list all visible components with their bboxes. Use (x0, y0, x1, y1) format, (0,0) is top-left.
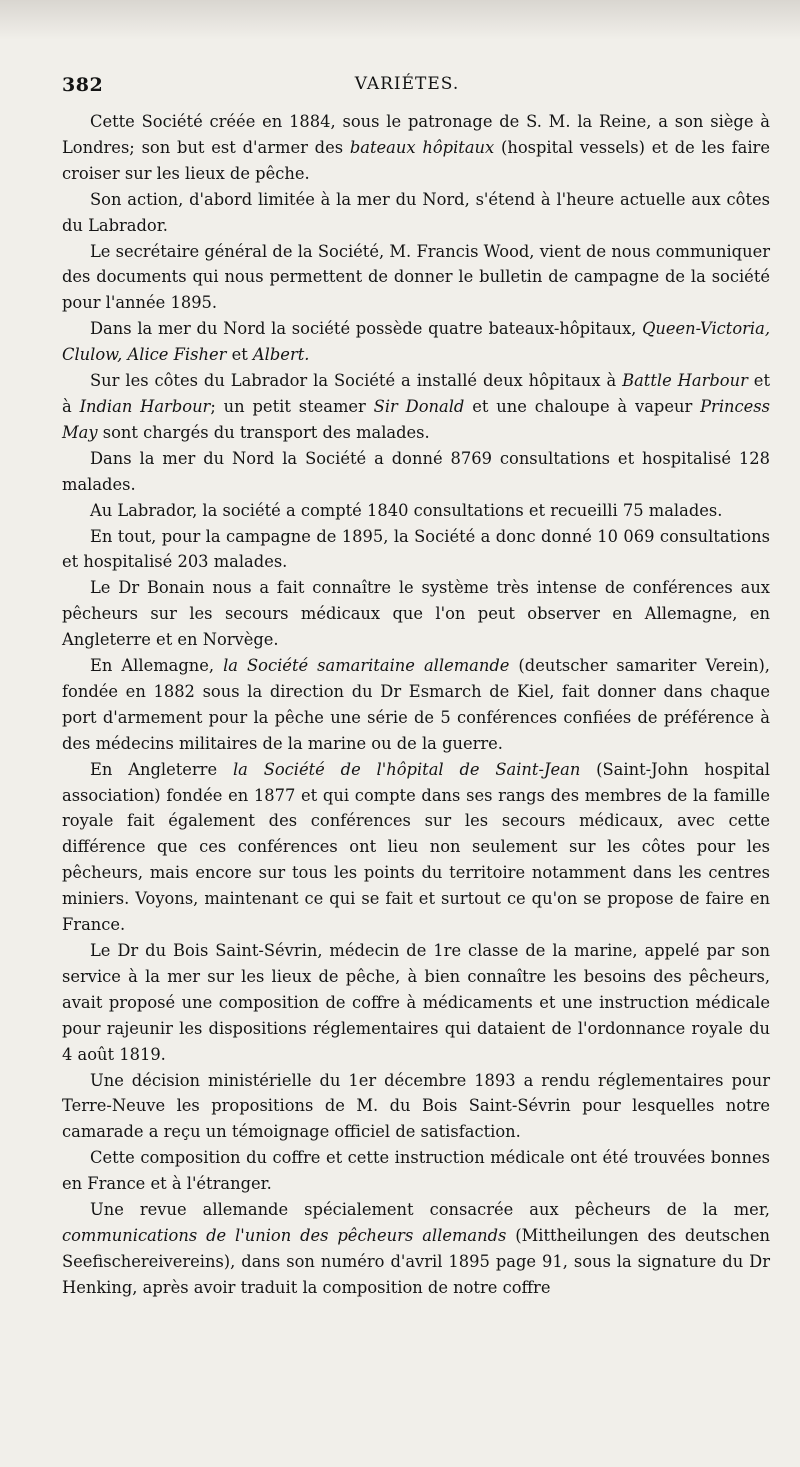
text-run: sont chargés du transport des malades. (97, 422, 430, 442)
paragraph (62, 187, 770, 239)
page-number: 382 (62, 74, 104, 96)
text-run: Dans la mer du Nord la société possède quatre bateaux-hôpitaux, (90, 319, 643, 339)
paragraph (62, 1197, 770, 1301)
text-run: (hospital vessels) et de les faire croiser sur les lieux de pêche. (62, 137, 770, 183)
paragraph (62, 575, 770, 653)
paragraph (62, 368, 770, 446)
text-run: Cette composition du coffre et cette instruction médicale ont été trouvées bonnes en France et à l'étranger. (62, 1148, 770, 1194)
italic-text: la Société samaritaine allemande (223, 656, 510, 676)
paragraph (62, 109, 770, 187)
paragraph (62, 446, 770, 498)
text-run: Une décision ministérielle du 1er décembre 1893 a rendu réglementaires pour Terre-Neuve les propositions de M. du Bois Saint-Sévrin pour lesquelles notre camarade a reçu un témoignage officiel de satisfaction. (62, 1070, 770, 1142)
page-edge-shadow (0, 0, 800, 40)
italic-text: communications de l'union des pêcheurs allemands (62, 1225, 507, 1245)
text-run: Son action, d'abord limitée à la mer du Nord, s'étend à l'heure actuelle aux côtes du Labrador. (62, 189, 770, 235)
text-run: (Saint-John hospital association) fondée en 1877 et qui compte dans ses rangs des membres de la famille royale fait également des conférences sur les secours médicaux, avec cette différence que ces conférences ont lieu non seulement sur les côtes pour les pêcheurs, mais encore sur tous les points du territoire notamment dans les centres miniers. Voyons, maintenant ce qui se fait et surtout ce qu'on se propose de faire en France. (62, 759, 770, 935)
text-run: et une chaloupe à vapeur (464, 396, 701, 416)
text-run: (deutscher samariter Verein), fondée en 1882 sous la direction du Dr Esmarch de Kiel, fait donner dans chaque port d'armement pour la pêche une série de 5 conférences confiées de préférence à des médecins militaires de la marine ou de la guerre. (62, 656, 770, 753)
paragraph (62, 524, 770, 576)
italic-text: Albert. (252, 345, 310, 365)
text-run: (Mittheilungen des deutschen Seefischereivereins), dans son numéro d'avril 1895 page 91, sous la signature du Dr Henking, après avoir traduit la composition de notre coffre (62, 1225, 770, 1297)
text-run: Dans la mer du Nord la Société a donné 8769 consultations et hospitalisé 128 malades. (62, 448, 770, 494)
text-run: En tout, pour la campagne de 1895, la Société a donc donné 10 069 consultations et hospitalisé 203 malades. (62, 526, 770, 572)
text-run: Le secrétaire général de la Société, M. Francis Wood, vient de nous communiquer des documents qui nous permettent de donner le bulletin de campagne de la société pour l'année 1895. (62, 241, 770, 313)
paragraph (62, 938, 770, 1068)
italic-text: Battle Harbour (622, 371, 748, 391)
text-run: Le Dr du Bois Saint-Sévrin, médecin de 1re classe de la marine, appelé par son service à la mer sur les lieux de pêche, à bien connaître les besoins des pêcheurs, avait proposé une composition de coffre à médicaments et une instruction médicale pour rajeunir les dispositions réglementaires qui dataient de l'ordonnance royale du 4 août 1819. (62, 941, 770, 1064)
italic-text: Princess May (62, 396, 770, 442)
paragraph (62, 316, 770, 368)
paragraph (62, 239, 770, 317)
text-run: Cette Société créée en 1884, sous le patronage de S. M. la Reine, a son siège à Londres; son but est d'armer des (62, 112, 770, 157)
paragraph (62, 757, 770, 938)
running-title: VARIÉTES. (354, 74, 460, 94)
paragraph (62, 1068, 770, 1146)
paragraph (62, 1145, 770, 1197)
italic-text: bateaux hôpitaux (349, 137, 495, 157)
text-run: En Angleterre (90, 759, 233, 779)
paragraph (62, 653, 770, 757)
italic-text: Queen-Victoria, Clulow, Alice Fisher (62, 319, 770, 365)
text-run: Sur les côtes du Labrador la Société a installé deux hôpitaux à (90, 371, 623, 391)
text-run: Une revue allemande spécialement consacrée aux pêcheurs de la mer, (90, 1200, 770, 1220)
text-run: En Allemagne, (90, 656, 224, 676)
text-run: ; un petit steamer (210, 396, 374, 416)
text-run: Le Dr Bonain nous a fait connaître le système très intense de conférences aux pêcheurs sur les secours médicaux que l'on peut observer en Allemagne, en Angleterre et en Norvège. (62, 578, 770, 650)
text-run: Au Labrador, la société a compté 1840 consultations et recueilli 75 malades. (90, 500, 723, 520)
article-body (62, 109, 770, 1301)
italic-text: Indian Harbour (79, 396, 211, 416)
page-header (62, 74, 752, 100)
paragraph (62, 498, 770, 524)
text-run: et (226, 345, 253, 365)
italic-text: la Société de l'hôpital de Saint-Jean (232, 759, 581, 779)
italic-text: Sir Donald (373, 396, 465, 416)
text-run: et à (62, 371, 770, 416)
